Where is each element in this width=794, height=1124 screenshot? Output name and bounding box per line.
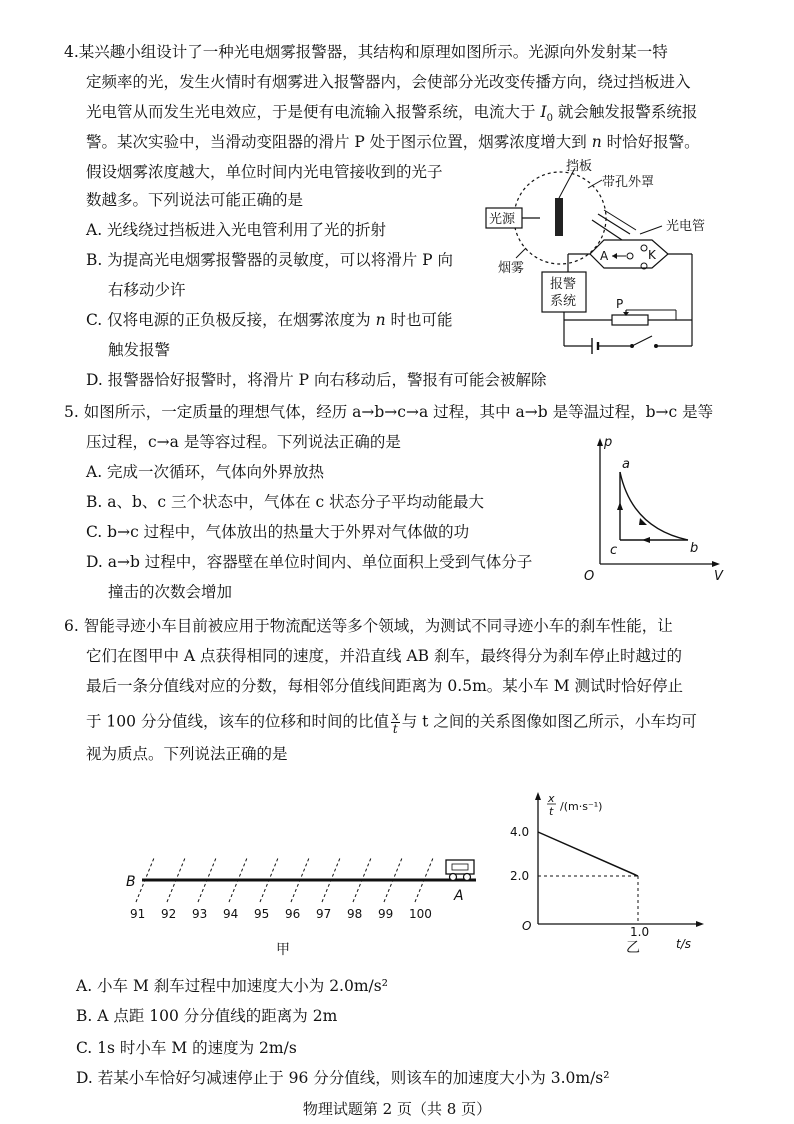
graph-ylabel-unit: /(m·s⁻¹) [560, 800, 603, 813]
score-label-94: 94 [223, 907, 239, 921]
graph-y-tick-2: 2.0 [510, 869, 530, 883]
score-label-91: 91 [130, 907, 146, 921]
graph-data-line [538, 832, 638, 876]
score-label-92: 92 [161, 907, 177, 921]
track-point-b: B [126, 874, 136, 890]
score-label-96: 96 [285, 907, 301, 921]
x-over-t-fraction: $\frac{x}{t}$ [391, 709, 399, 736]
q6-line-3: 最后一条分值线对应的分数，每相邻分值线间距离为 0.5m。某小车 M 测试时恰好停止 [86, 677, 684, 695]
car-body [446, 860, 474, 874]
page-footer: 物理试题第 2 页（共 8 页） [302, 1100, 492, 1118]
graph-ylabel-num: x [548, 792, 555, 805]
score-label-95: 95 [254, 907, 270, 921]
graph-ylabel-den: t [549, 805, 554, 818]
smoke-alarm-diagram [480, 160, 720, 360]
phototube-cathode-label: K [648, 248, 656, 262]
phototube-anode-label: A [600, 249, 609, 263]
q6-line-1: 6. 智能寻迹小车目前被应用于物流配送等多个领域，为测试不同寻迹小车的刹车性能，让 [64, 617, 673, 635]
pv-diagram [580, 432, 730, 582]
q6-line-2: 它们在图甲中 A 点获得相同的速度，并沿直线 AB 刹车，最终得分为刹车停止时越过的 [86, 647, 682, 665]
graph-origin: O [522, 919, 532, 933]
q6-option-a: A. 小车 M 刹车过程中加速度大小为 2.0m/s² [76, 977, 388, 995]
q6-line-4: 于 100 分分值线，该车的位移和时间的比值 $\frac{x}{t}$ 与 t 之间的关系图像如图乙所示，小车均可 [86, 709, 697, 736]
rheostat [612, 315, 648, 325]
q6-option-d: D. 若某小车恰好匀减速停止于 96 分分值线，则该车的加速度大小为 3.0m/s² [76, 1069, 610, 1087]
q5-option-c: C. b→c 过程中，气体放出的热量大于外界对气体做的功 [86, 523, 470, 541]
q4-line-5: 假设烟雾浓度越大，单位时间内光电管接收到的光子 [86, 163, 443, 181]
pv-isotherm-ab [620, 472, 688, 540]
q5-line-1: 5. 如图所示，一定质量的理想气体，经历 a→b→c→a 过程，其中 a→b 是等温过程，b→c 是等 [64, 403, 714, 421]
track-point-a: A [454, 888, 464, 904]
cover-label: 带孔外罩 [602, 175, 655, 190]
pv-p-label: p [604, 435, 613, 450]
alarm-label-line2: 系统 [550, 294, 577, 309]
q4-line-6: 数越多。下列说法可能正确的是 [86, 191, 304, 209]
q4-option-d: D. 报警器恰好报警时，将滑片 P 向右移动后，警报有可能会被解除 [86, 371, 547, 389]
pv-point-b: b [690, 541, 699, 556]
q5-option-d-line1: D. a→b 过程中，容器壁在单位时间内、单位面积上受到气体分子 [86, 553, 533, 571]
q4-option-b-line1: B. 为提高光电烟雾报警器的灵敏度，可以将滑片 P 向 [86, 251, 454, 269]
phototube-label: 光电管 [666, 219, 706, 234]
q6-option-b: B. A 点距 100 分分值线的距离为 2m [76, 1007, 338, 1025]
q4-option-c-line1: C. 仅将电源的正负极反接，在烟雾浓度为 n 时也可能 [86, 311, 453, 329]
xt-graph [510, 788, 720, 958]
q5-option-b: B. a、b、c 三个状态中，气体在 c 状态分子平均动能最大 [86, 493, 485, 511]
track-diagram [120, 850, 490, 960]
graph-x-tick-1: 1.0 [630, 925, 650, 939]
car-wheel-rear [450, 874, 457, 881]
pv-point-a: a [622, 457, 630, 472]
q5-option-d-line2: 撞击的次数会增加 [108, 583, 233, 601]
q4-option-a: A. 光线绕过挡板进入光电管利用了光的折射 [86, 221, 387, 239]
light-source-label: 光源 [489, 212, 516, 227]
score-label-100: 100 [409, 907, 432, 921]
pv-v-label: V [714, 569, 723, 584]
score-label-97: 97 [316, 907, 332, 921]
smoke-label: 烟雾 [498, 261, 525, 276]
pv-point-c: c [610, 543, 618, 558]
q4-line-4: 警。某次实验中，当滑动变阻器的滑片 P 处于图示位置，烟雾浓度增大到 n 时恰好报警。 [86, 133, 700, 151]
alarm-label-line1: 报警 [550, 277, 577, 292]
switch-blade [632, 336, 652, 346]
q5-line-2: 压过程，c→a 是等容过程。下列说法正确的是 [86, 433, 401, 451]
score-label-99: 99 [378, 907, 394, 921]
car-wheel-front [464, 874, 471, 881]
slider-p-label: P [616, 297, 624, 311]
q4-line-2: 定频率的光，发生火情时有烟雾进入报警器内，会使部分光改变传播方向，绕过挡板进入 [86, 73, 691, 91]
baffle-label: 挡板 [566, 159, 593, 174]
q6-line-5: 视为质点。下列说法正确的是 [86, 745, 288, 763]
q4-line-3: 光电管从而发生光电效应，于是便有电流输入报警系统，电流大于 $I_0$ 就会触发报警系统报 [86, 103, 698, 125]
q4-line-1: 4.某兴趣小组设计了一种光电烟雾报警器，其结构和原理如图所示。光源向外发射某一特 [64, 43, 668, 61]
baffle-bar [555, 198, 563, 236]
q5-option-a: A. 完成一次循环，气体向外界放热 [86, 463, 325, 481]
pv-origin-label: O [584, 569, 595, 584]
score-label-98: 98 [347, 907, 363, 921]
figure-yi-caption: 乙 [626, 940, 640, 956]
q4-option-b-line2: 右移动少许 [108, 281, 186, 299]
q4-option-c-line2: 触发报警 [108, 341, 171, 359]
q6-option-c: C. 1s 时小车 M 的速度为 2m/s [76, 1039, 297, 1057]
graph-xlabel: t/s [676, 937, 691, 951]
graph-y-tick-4: 4.0 [510, 825, 530, 839]
score-label-93: 93 [192, 907, 208, 921]
figure-jia-caption: 甲 [276, 942, 290, 958]
